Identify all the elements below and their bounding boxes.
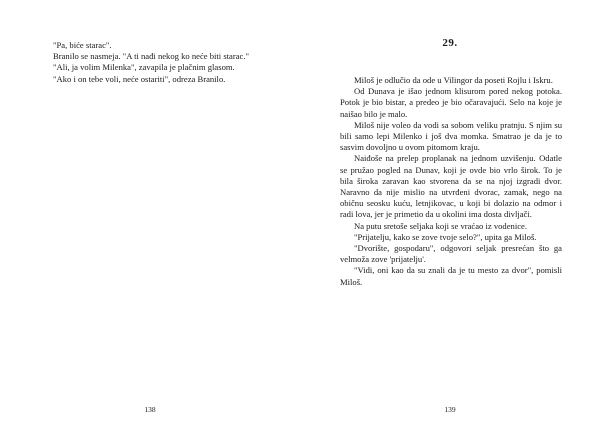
paragraph: Miloš je odlučio da ode u Vilingor da poseti Rojlu i Iskru. xyxy=(354,75,553,85)
chapter-title: 29. xyxy=(442,37,458,49)
page-number: 138 xyxy=(144,405,156,414)
paragraph: Od Dunava je išao jednom klisurom pored nekog potoka. Potok je bio bistar, a predeo je bio očaravajući. Selo na koje je naišao bilo je malo. xyxy=(340,86,562,119)
paragraph: Naiđoše na prelep proplanak na jednom uzvišenju. Odatle se pružao pogled na Dunav, koji je ovde bio vrlo širok. To je bila široka zaravan kao stvorena da se na njoj izgradi dvor. Naravno da nije mislio na utvrđeni dvorac, zamak, nego na običnu seosku kuću, letnjikovac, u koji bi dolazio na odmor i radi lova, jer je primetio da u okolini ima dosta divljači. xyxy=(340,153,562,220)
paragraph: Na putu sretoše seljaka koji se vraćao iz vodenice. xyxy=(354,220,528,231)
paragraph: "Pa, biće starac". xyxy=(53,40,112,50)
paragraph: "Ako i on tebe voli, neće ostariti", odreza Branilo. xyxy=(53,73,226,84)
paragraph: "Vidi, oni kao da su znali da je tu mesto za dvor", pomisli Miloš. xyxy=(340,265,562,287)
right-page xyxy=(300,0,600,424)
paragraph: "Dvorište, gospodaru", odgovori seljak presrećan što ga velmoža zove 'prijatelju'. xyxy=(340,243,562,265)
page-number: 139 xyxy=(444,405,456,414)
paragraph: Miloš nije voleo da vodi sa sobom veliku pratnju. S njim su bili samo lepi Milenko i još dva momka. Smatrao je da je to sasvim dovoljno u ovom pitomom kraju. xyxy=(340,119,562,153)
paragraph: "Ali, ja volim Milenka", zavapila je plačnim glasom. xyxy=(53,62,235,73)
paragraph: Branilo se nasmeja. "A ti nađi nekog ko neće biti starac." xyxy=(53,51,250,62)
right-page-text xyxy=(340,75,562,288)
paragraph: "Prijatelju, kako se zove tvoje selo?", upita ga Miloš. xyxy=(354,231,537,242)
left-page-text xyxy=(39,40,261,85)
